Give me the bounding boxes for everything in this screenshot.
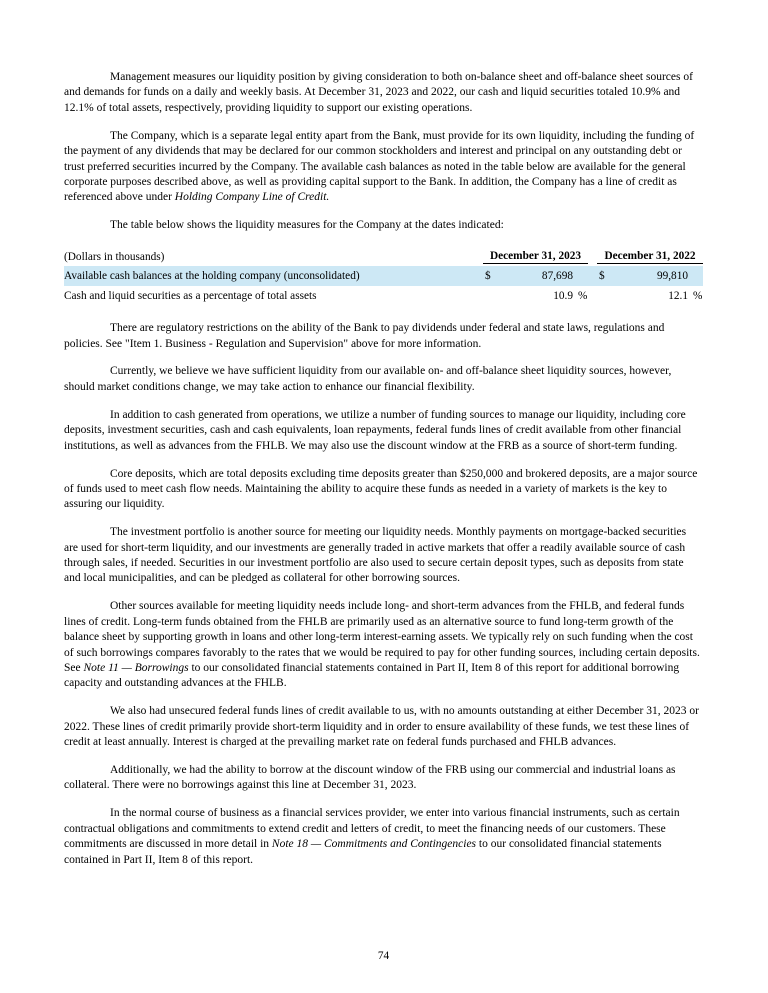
- text-run: We also had unsecured federal funds lines of credit available to us, with no amounts outstanding at either December 31, 2023 or 2022. These lines of credit primarily provide short-term liquidity and in order to ensure availability of these funds, we test these lines of credit at least annually. Interest is charged at the prevailing market rate on federal funds purchased and FHLB advances.: [64, 705, 699, 749]
- column-gap: [588, 266, 597, 286]
- table-bottom-spacer: [64, 308, 703, 321]
- text-run: In the normal course of business as a financial services provider, we enter into various financial instruments, such as certain contractual obligations and commitments to extend credit and letters of credit, to meet the financing needs of our customers. These commitments are discussed in more detail in: [64, 807, 680, 851]
- text-run: There are regulatory restrictions on the ability of the Bank to pay dividends under federal and state laws, regulations and policies. See "Item 1. Business - Regulation and Supervision" above for more information.: [64, 322, 665, 350]
- text-run: The Company, which is a separate legal entity apart from the Bank, must provide for its own liquidity, including the funding of the payment of any dividends that may be declared for our common stockholders and interest and principal on any outstanding debt or trust preferred securities incurred by the Company. The available cash balances as noted in the table below are available for the general corporate purposes described above, as well as providing capital support to the Bank. In addition, the Company has a line of credit as referenced above under: [64, 129, 695, 204]
- italic-text-run: Holding Company Line of Credit.: [174, 191, 330, 204]
- table-row-percentage-of-assets: [64, 286, 703, 306]
- column-gap: [588, 250, 597, 264]
- text-run: to our consolidated financial statements contained in Part II, Item 8 of this report.: [64, 838, 662, 866]
- cell-value-2022: 12.1: [668, 289, 689, 302]
- text-run: The investment portfolio is another source for meeting our liquidity needs. Monthly payments on mortgage-backed securities are used for short-term liquidity, and our investments are generally traded in active markets that offer a readily available source of cash through sales, if needed. Securities in our investment portfolio are also used to secure certain deposit types, such as deposits from state and local municipalities, and can be pledged as collateral for other borrowing sources.: [64, 526, 687, 585]
- text-run: Currently, we believe we have sufficient liquidity from our available on- and off-balance sheet liquidity sources, however, should market conditions change, we may take action to enhance our financial flexibility.: [64, 365, 672, 393]
- paragraph: [64, 599, 703, 691]
- paragraph: [64, 763, 703, 794]
- liquidity-table: [64, 250, 703, 306]
- cell-suffix-2022: [688, 266, 703, 286]
- cell-currency-symbol: $: [483, 266, 497, 286]
- paragraph: [64, 525, 703, 587]
- column-header-2023: December 31, 2023: [483, 250, 588, 264]
- column-header-2022: December 31, 2022: [597, 250, 703, 264]
- text-run: Other sources available for meeting liquidity needs include long- and short-term advances from the FHLB, and federal funds lines of credit. Long-term funds obtained from the FHLB are primarily used as an alternative source to fund long-term growth of the balance sheet by supporting growth in loans and other long-term interest-earning assets. We typically rely on such funding when the cost of such borrowings compares favorably to the rates that we would be required to pay for other funding sources, including certain deposits. See: [64, 600, 700, 674]
- paragraph: [64, 70, 703, 116]
- cell-row-label: Available cash balances at the holding company (unconsolidated): [64, 266, 483, 286]
- paragraph: [64, 364, 703, 395]
- cell-suffix-2023: %: [578, 289, 588, 302]
- paragraph: [64, 321, 703, 352]
- text-run: The table below shows the liquidity measures for the Company at the dates indicated:: [110, 219, 504, 232]
- page-footer: [64, 949, 703, 993]
- paragraph: [64, 467, 703, 513]
- text-run: Core deposits, which are total deposits excluding time deposits greater than $250,000 and brokered deposits, are a major source of funds used to meet cash flow needs. Maintaining the ability to acquire these funds as needed in a variety of markets is the key to assuring our liquidity.: [64, 467, 698, 511]
- column-gap: [588, 286, 597, 306]
- paragraph: [64, 704, 703, 750]
- italic-text-run: Note 18 — Commitments and Contingencies: [271, 838, 477, 851]
- body-section: [64, 321, 703, 880]
- text-run: In addition to cash generated from operations, we utilize a number of funding sources to manage our liquidity, including core deposits, investment securities, cash and cash equivalents, loan repayments, federal funds lines of credit available from other financial institutions, as well as advances from the FHLB. We may also use the discount window at the FRB as a source of short-term funding.: [64, 408, 686, 452]
- cell-value-2023: 87,698: [497, 266, 573, 286]
- table-row-available-cash: [64, 266, 703, 286]
- cell-value-2023: 10.9: [553, 289, 573, 302]
- paragraph: [64, 218, 703, 233]
- table-header-row: [64, 250, 703, 264]
- cell-value-2022: 99,810: [611, 266, 688, 286]
- page-number: 74: [377, 949, 390, 962]
- italic-text-run: Note 11 — Borrowings: [83, 661, 189, 674]
- text-run: Additionally, we had the ability to borrow at the discount window of the FRB using our commercial and industrial loans as collateral. There were no borrowings against this line at December 31, 2023.: [64, 764, 676, 792]
- cell-suffix-2023: [573, 266, 588, 286]
- intro-section: [64, 70, 703, 246]
- table-unit-label: (Dollars in thousands): [64, 250, 165, 263]
- paragraph: [64, 408, 703, 454]
- cell-currency-symbol: $: [597, 266, 611, 286]
- text-run: to our consolidated financial statements contained in Part II, Item 8 of this report for additional borrowing capacity and outstanding advances at the FHLB.: [64, 661, 680, 690]
- paragraph: [64, 806, 703, 868]
- cell-row-label: Cash and liquid securities as a percentage of total assets: [64, 289, 317, 302]
- cell-currency-symbol: [483, 286, 497, 306]
- paragraph: [64, 129, 703, 206]
- cell-suffix-2022: %: [693, 289, 703, 302]
- cell-currency-symbol: [597, 286, 611, 306]
- text-run: Management measures our liquidity position by giving consideration to both on-balance sheet and off-balance sheet sources of and demands for funds on a daily and weekly basis. At December 31, 2023 and 2022, our cash and liquid securities totaled 10.9% and 12.1% of total assets, respectively, providing liquidity to support our existing operations.: [64, 71, 693, 114]
